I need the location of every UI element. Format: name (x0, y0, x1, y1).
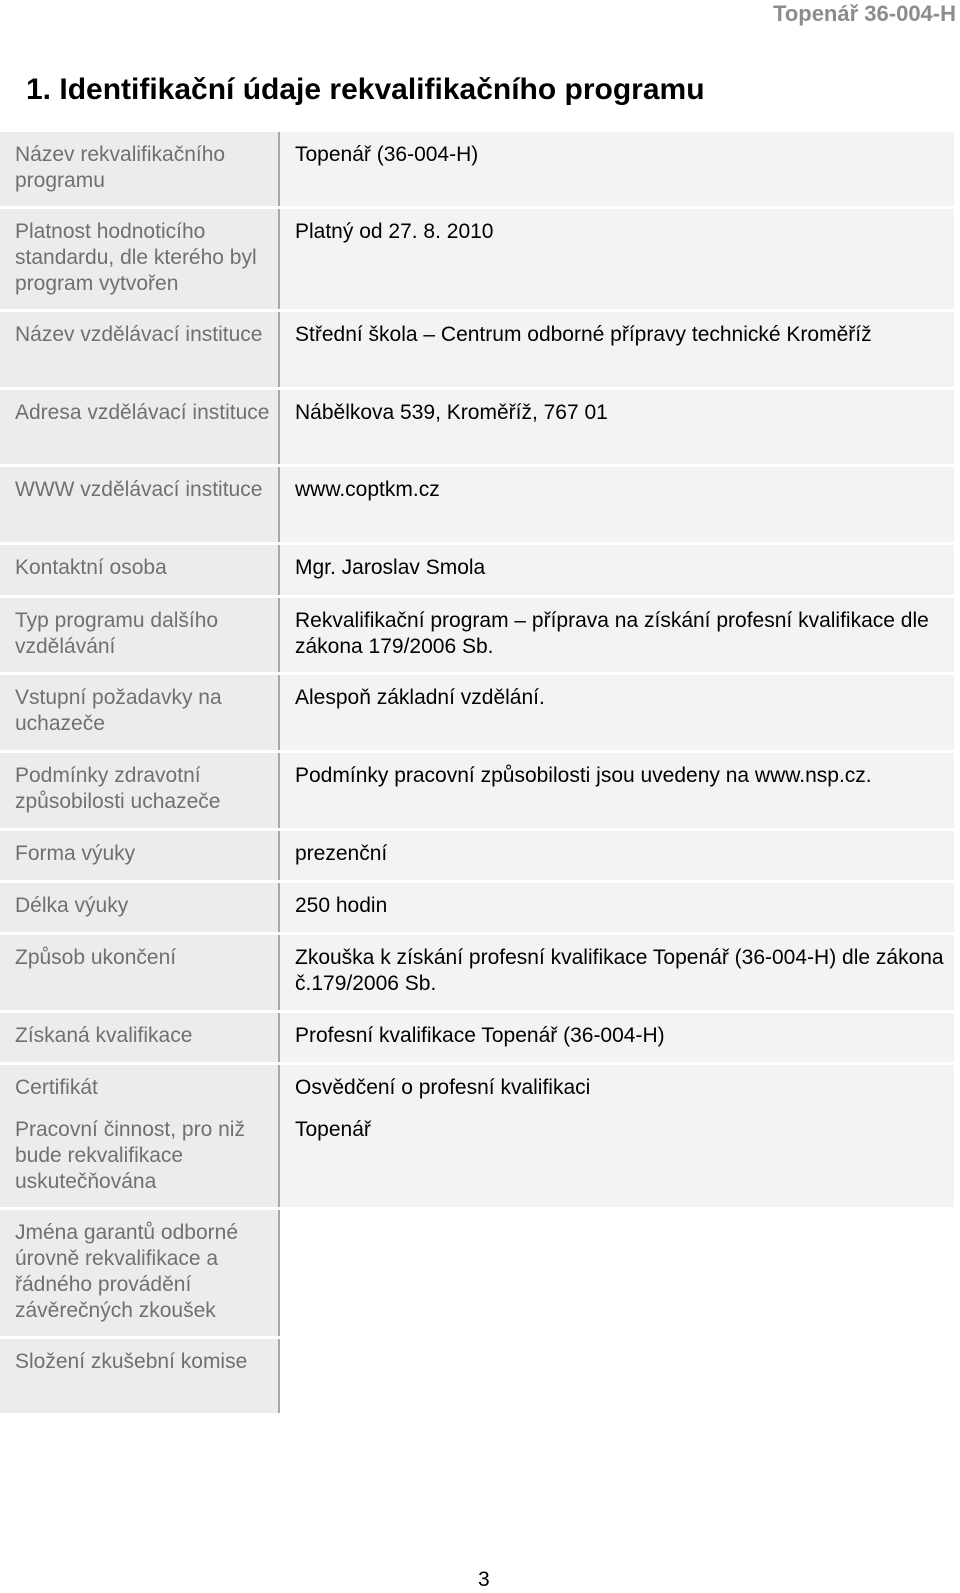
row-label: Vstupní požadavky na uchazeče (0, 675, 280, 750)
row-label: Typ programu dalšího vzdělávání (0, 598, 280, 672)
row-value (280, 1339, 954, 1413)
row-label: Forma výuky (0, 831, 280, 880)
row-label: Složení zkušební komise (0, 1339, 280, 1413)
row-label: Jména garantů odborné úrovně rekvalifikace a řádného provádění závěrečných zkoušek (0, 1210, 280, 1336)
row-value: Zkouška k získání profesní kvalifikace Topenář (36-004-H) dle zákona č.179/2006 Sb. (280, 935, 954, 1010)
page-number: 3 (478, 1568, 490, 1591)
row-value: Platný od 27. 8. 2010 (280, 209, 954, 309)
row-label: Získaná kvalifikace (0, 1013, 280, 1062)
row-value: Osvědčení o profesní kvalifikaci (280, 1065, 954, 1114)
table-row (0, 1107, 954, 1207)
row-value: prezenční (280, 831, 954, 880)
table-row (0, 828, 954, 880)
identification-table (0, 132, 954, 1114)
table-row (0, 1207, 954, 1336)
row-value: www.coptkm.cz (280, 467, 954, 542)
document-header-code: Topenář 36-004-H (773, 1, 956, 26)
table-row (0, 206, 954, 309)
row-label: Název vzdělávací instituce (0, 312, 280, 387)
section-title: 1. Identifikační údaje rekvalifikačního programu (26, 73, 705, 106)
table-row (0, 464, 954, 542)
table-row (0, 932, 954, 1010)
row-label: Certifikát (0, 1065, 280, 1114)
row-label: Název rekvalifikačního programu (0, 132, 280, 206)
table-row (0, 750, 954, 828)
row-value: Nábělkova 539, Kroměříž, 767 01 (280, 390, 954, 464)
row-label: Adresa vzdělávací instituce (0, 390, 280, 464)
row-label: Kontaktní osoba (0, 545, 280, 595)
table-row (0, 672, 954, 750)
row-value: Podmínky pracovní způsobilosti jsou uvedeny na www.nsp.cz. (280, 753, 954, 828)
row-label: Platnost hodnoticího standardu, dle kterého byl program vytvořen (0, 209, 280, 309)
row-label: Podmínky zdravotní způsobilosti uchazeče (0, 753, 280, 828)
table-row (0, 1010, 954, 1062)
table-row (0, 132, 954, 206)
row-value: 250 hodin (280, 883, 954, 932)
table-row (0, 1336, 954, 1413)
row-label: WWW vzdělávací instituce (0, 467, 280, 542)
row-value: Topenář (280, 1107, 954, 1207)
row-label: Způsob ukončení (0, 935, 280, 1010)
table-row (0, 880, 954, 932)
row-value: Rekvalifikační program – příprava na získání profesní kvalifikace dle zákona 179/2006 Sb. (280, 598, 954, 672)
row-label: Pracovní činnost, pro niž bude rekvalifikace uskutečňována (0, 1107, 280, 1207)
table-row (0, 595, 954, 672)
program-details-table (0, 1107, 954, 1413)
row-value: Topenář (36-004-H) (280, 132, 954, 206)
row-value: Střední škola – Centrum odborné přípravy technické Kroměříž (280, 312, 954, 387)
row-value: Alespoň základní vzdělání. (280, 675, 954, 750)
table-row (0, 387, 954, 464)
row-label: Délka výuky (0, 883, 280, 932)
row-value: Mgr. Jaroslav Smola (280, 545, 954, 595)
table-row (0, 542, 954, 595)
row-value: Profesní kvalifikace Topenář (36-004-H) (280, 1013, 954, 1062)
row-value (280, 1210, 954, 1336)
table-row (0, 309, 954, 387)
